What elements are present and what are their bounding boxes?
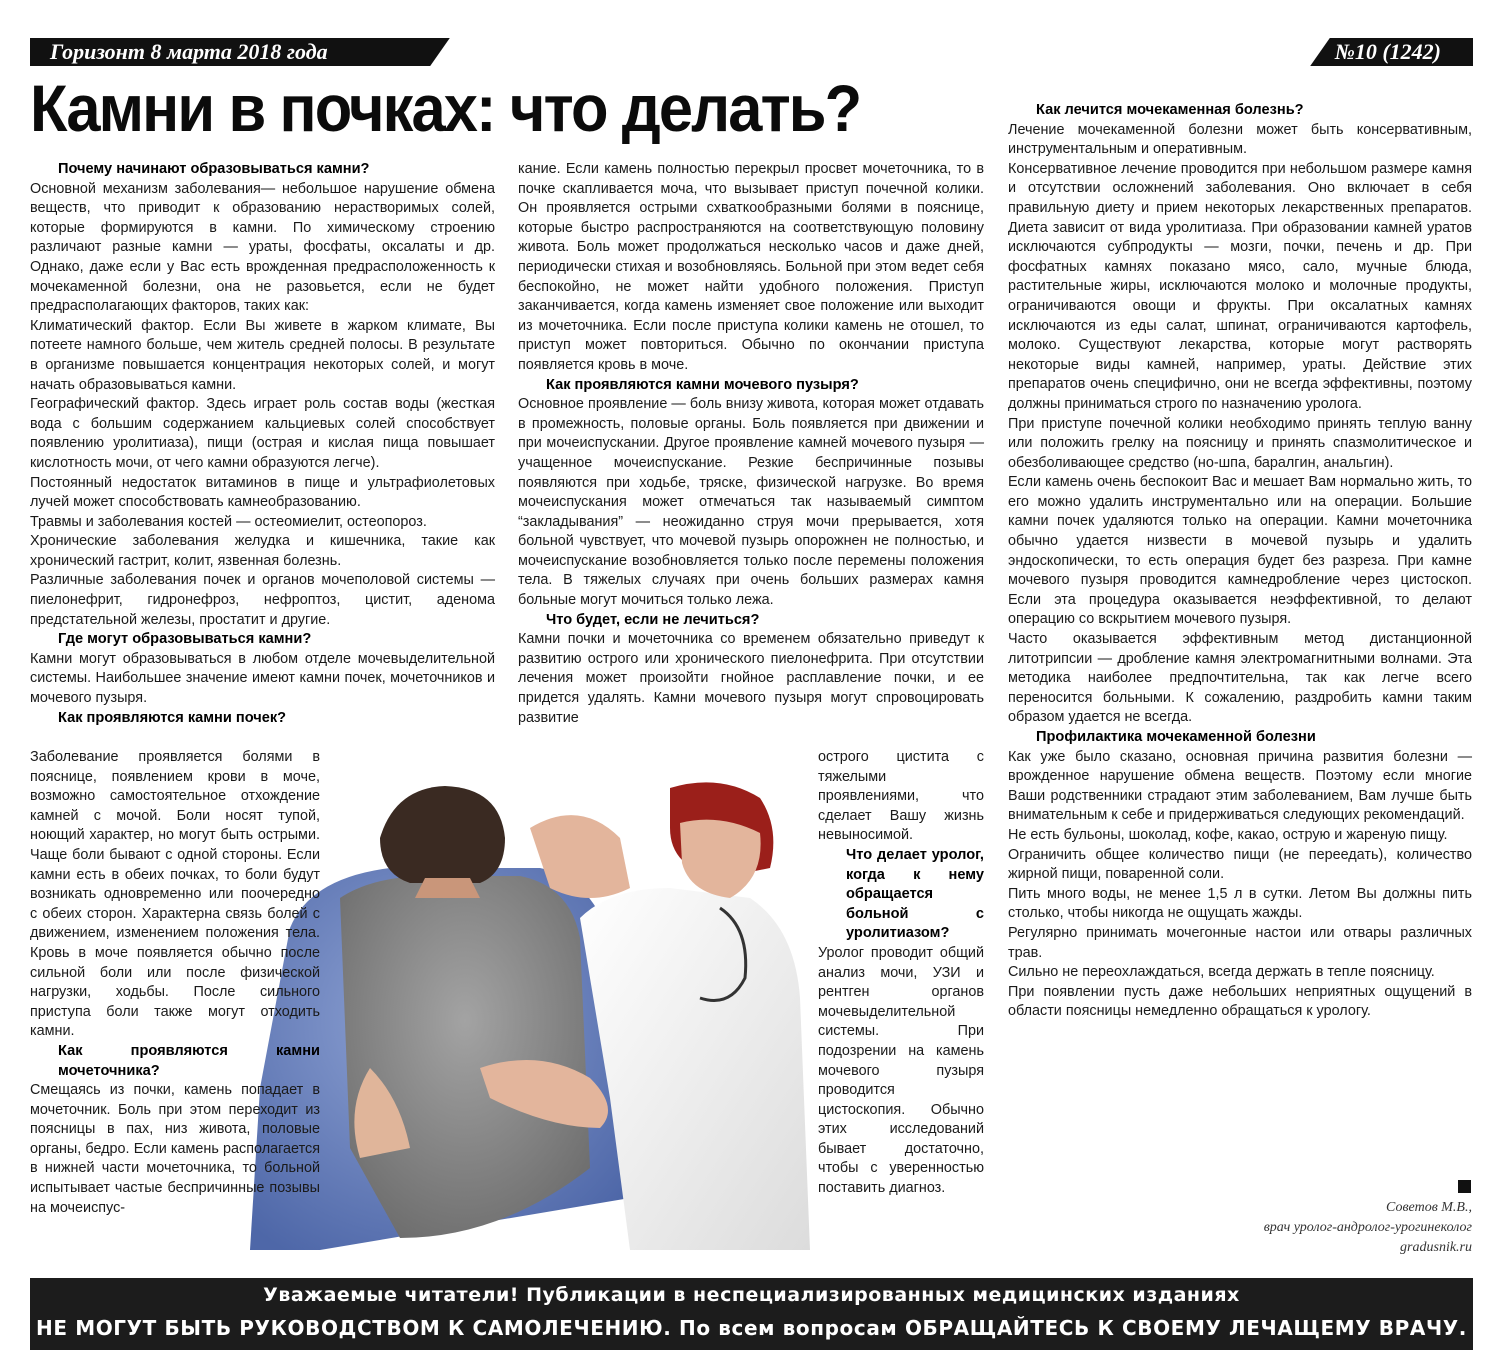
section-heading: Где могут образовываться камни? bbox=[58, 631, 312, 648]
paragraph: Различные заболевания почек и органов мочеполовой системы — пиелонефрит, гидронефроз, нефроптоз, цистит, аденома предстательной железы, простатит и другие. bbox=[30, 572, 495, 628]
section-heading: Как проявляются камни почек? bbox=[58, 709, 287, 726]
paragraph: Постоянный недостаток витаминов в пище и ультрафиолетовых лучей может способствовать камнеобразованию. bbox=[30, 474, 495, 511]
paragraph: Регулярно принимать мочегонные настои или отвары различных трав. bbox=[1008, 924, 1472, 961]
article-column-1-lower bbox=[30, 748, 320, 1218]
article-column-2-lower bbox=[818, 748, 984, 1199]
patient-vest bbox=[340, 876, 590, 1238]
newspaper-header-bar bbox=[30, 38, 1473, 66]
paragraph: Ограничить общее количество пищи (не переедать), количество жирной пищи, поваренной соли. bbox=[1008, 846, 1472, 883]
paragraph: Хронические заболевания желудка и кишечника, такие как хронический гастрит, колит, язвенная болезнь. bbox=[30, 533, 495, 569]
paragraph: Уролог проводит общий анализ мочи, УЗИ и рентген органов мочевыделительной системы. При подозрении на камень мочевого пузыря проводится цистоскопия. Обычно этих исследований бывает достаточно, чтобы с уверенностью поставить диагноз. bbox=[818, 944, 984, 1197]
paragraph: Смещаясь из почки, камень попадает в мочеточник. Боль при этом переходит из поясницы в пах, низ живота, половые органы, бедро. Если камень располагается в нижней части мочеточника, то больной испытывает частые беспричинные позывы на мочеиспус- bbox=[30, 1082, 320, 1216]
author-position: врач уролог-андролог-урогинеколог bbox=[1263, 1220, 1472, 1235]
section-heading: Почему начинают образовываться камни? bbox=[58, 161, 370, 177]
doctor-examining-patient-photo bbox=[250, 768, 815, 1250]
paragraph: Основной механизм заболевания— небольшое нарушение обмена веществ, что приводит к образованию нерастворимых солей, которые формируются в камни. По химическому строению различают разные камни — ураты, фосфаты, оксалаты и др. Однако, даже если у Вас есть врожденная предрасположенность к мочекаменной болезни, она не разовьется, если не будет предрасполагающих факторов, таких как: bbox=[30, 180, 495, 315]
article-column-1 bbox=[30, 160, 495, 728]
author-name: Советов М.В., bbox=[1386, 1200, 1472, 1215]
doctor-face bbox=[680, 820, 761, 898]
paragraph: Камни могут образовываться в любом отделе мочевыделительной системы. Наибольшее значение имеют камни почек, мочеточников и мочевого пузыря. bbox=[30, 650, 495, 707]
paragraph: Основное проявление — боль внизу живота, которая может отдавать в промежность, половые органы. Боль появляется при движении и при мочеиспускании. Другое проявление камней мочевого пузыря — учащенное мочеиспускание. Резкие беспричинные позывы появляются при ходьбе, тряске, физической нагрузке. Во время мочеиспускания может отмечаться так называемый симптом “закладывания” — неожиданно струя мочи прерывается, хотя больной чувствует, что мочевой пузырь опорожнен не полностью, и мочеиспускание возобновляется только после перемены положения тела. В тяжелых случаях при очень больших размерах камня больные могут мочиться только лежа. bbox=[518, 396, 984, 609]
paragraph: Камни почки и мочеточника со временем обязательно приведут к развитию острого или хронического пиелонефрита. При отсутствии лечения может произойти гнойное расплавление почки, и ее придется удалять. Камни мочевого пузыря могут спровоцировать развитие bbox=[518, 631, 984, 726]
section-heading: Профилактика мочекаменной болезни bbox=[1036, 729, 1316, 745]
paragraph: Как уже было сказано, основная причина развития болезни — врожденное нарушение обмена веществ. Поэтому если многие Ваши родственники страдают этим заболеванием, Вам лучше быть внимательным к себе и придерживаться следующих рекомендаций. bbox=[1008, 748, 1472, 824]
article-source: gradusnik.ru bbox=[1400, 1240, 1472, 1255]
paragraph: Сильно не переохлаждаться, всегда держать в тепле поясницу. bbox=[1008, 964, 1435, 981]
section-heading: Как проявляются камни мочеточника? bbox=[58, 1042, 320, 1079]
paragraph: Географический фактор. Здесь играет роль состав воды (жесткая вода с большим содержанием кальциевых солей способствует появлению уролитиаза), пищи (острая и кислая пища повышает кислотность мочи, от чего камни образуются легче). bbox=[30, 396, 495, 471]
section-heading: Что будет, если не лечиться? bbox=[546, 611, 760, 628]
disclaimer-line-2: НЕ МОГУТ БЫТЬ РУКОВОДСТВОМ К САМОЛЕЧЕНИЮ. По всем вопросам ОБРАЩАЙТЕСЬ К СВОЕМУ ЛЕЧАЩЕМУ ВРАЧУ. bbox=[36, 1316, 1467, 1340]
paragraph: Не есть бульоны, шоколад, кофе, какао, острую и жареную пищу. bbox=[1008, 826, 1448, 843]
section-heading: Что делает уролог, когда к нему обращается больной с уролитиазом? bbox=[846, 846, 984, 942]
patient-head bbox=[380, 786, 505, 883]
article-column-3 bbox=[1008, 101, 1472, 1022]
author-signature bbox=[1140, 1198, 1472, 1258]
paragraph: Травмы и заболевания костей — остеомиелит, остеопороз. bbox=[30, 513, 427, 530]
paragraph: При приступе почечной колики необходимо принять теплую ванну или положить грелку на поясницу и принять спазмолитическое и обезболивающее средство (но-шпа, баралгин, анальгин). bbox=[1008, 415, 1472, 471]
paragraph: Часто оказывается эффективным метод дистанционной литотрипсии — дробление камня электромагнитными волнами. Эта методика наиболее предпочтительна, так как легче всего переносится больными. К сожалению, раздробить камни таким образом удается не всегда. bbox=[1008, 631, 1472, 726]
disclaimer-banner bbox=[30, 1278, 1473, 1350]
issue-number: №10 (1242) bbox=[1334, 39, 1441, 64]
article-end-mark bbox=[1458, 1180, 1471, 1193]
patient-neck bbox=[415, 878, 480, 898]
article-title: Камни в почках: что делать? bbox=[30, 71, 861, 145]
article-column-2 bbox=[518, 160, 984, 728]
paragraph: Консервативное лечение проводится при небольшом размере камня и отсутствии осложнений заболевания. Оно включает в себя правильную диету и прием некоторых лекарственных препаратов. Диета зависит от вида уролитиаза. При образовании камней уратов исключаются субпродукты — мозги, почки, печень и др. При фосфатных камнях показано мясо, сало, мучные блюда, растительные жиры, исключаются молоко и молочные продукты, ограничиваются овощи и фрукты. При оксалатных камнях исключаются из еды салат, шпинат, ограничиваются картофель, молоко. Существуют лекарства, которые могут растворять некоторые виды камней, например, ураты. Действие этих препаратов очень специфично, они не всегда эффективны, поэтому должны приниматься строго по назначению уролога. bbox=[1008, 160, 1472, 412]
paragraph: Заболевание проявляется болями в пояснице, появлением крови в моче, возможно самостоятельное отхождение камней с мочой. Боли носят тупой, ноющий характер, но могут быть острыми. Чаще боли бывают с одной стороны. Если камни есть в обеих почках, то боли будут возникать одновременно или поочередно с обеих сторон. Характерна связь болей с движением, изменением положения тела. Кровь в моче появляется обычно после сильной боли или после физической нагрузки, ходьбы. После сильного приступа боли также могут отходить камни. bbox=[30, 749, 320, 1040]
paragraph: При появлении пусть даже небольших неприятных ощущений в области поясницы немедленно обращаться к урологу. bbox=[1008, 983, 1472, 1020]
paragraph: Климатический фактор. Если Вы живете в жарком климате, Вы потеете намного больше, чем житель средней полосы. В результате в организме повышается концентрация некоторых солей, и могут начать образовываться камни. bbox=[30, 317, 495, 393]
disclaimer-line-1: Уважаемые читатели! Публикации в неспециализированных медицинских изданиях bbox=[263, 1284, 1240, 1306]
issue-date: Горизонт 8 марта 2018 года bbox=[50, 39, 328, 64]
section-heading: Как проявляются камни мочевого пузыря? bbox=[546, 376, 859, 393]
paragraph: острого цистита с тяжелыми проявлениями, что сделает Вашу жизнь невыносимой. bbox=[818, 749, 984, 844]
paragraph: кание. Если камень полностью перекрыл просвет мочеточника, то в почке скапливается моча, что вызывает приступ почечной колики. Он проявляется острыми схваткообразными болями в пояснице, которые быстро распространяются на соответствующую половину живота. Боль может продолжаться несколько часов и даже дней, периодически стихая и возобновляясь. Больной при этом ведет себя беспокойно, не может найти удобного положения. Приступ заканчивается, когда камень изменяет свое положение или выходит из мочеточника. Если после приступа колики камень не отошел, то приступ может повториться. Обычно по окончании приступа появляется кровь в моче. bbox=[518, 161, 984, 373]
header-diagonal-gap bbox=[430, 38, 1330, 66]
paragraph: Если камень очень беспокоит Вас и мешает Вам нормально жить, то его можно удалить инструментально или на операции. Большие камни почек удаляются только на операции. Камни мочеточника обычно удается низвести в мочевой пузырь и удалить эндоскопически, то есть операция будет без разреза. При камне мочевого пузыря проводится камнедробление через цистоскоп. Если эта процедура оказывается неэффективной, то делают операцию со вскрытием мочевого пузыря. bbox=[1008, 474, 1472, 628]
paragraph: Пить много воды, не менее 1,5 л в сутки. Летом Вы должны пить столько, чтобы никогда не ощущать жажды. bbox=[1008, 885, 1472, 922]
paragraph: Лечение мочекаменной болезни может быть консервативным, инструментальным и оперативным. bbox=[1008, 121, 1472, 158]
section-heading: Как лечится мочекаменная болезнь? bbox=[1036, 102, 1304, 118]
